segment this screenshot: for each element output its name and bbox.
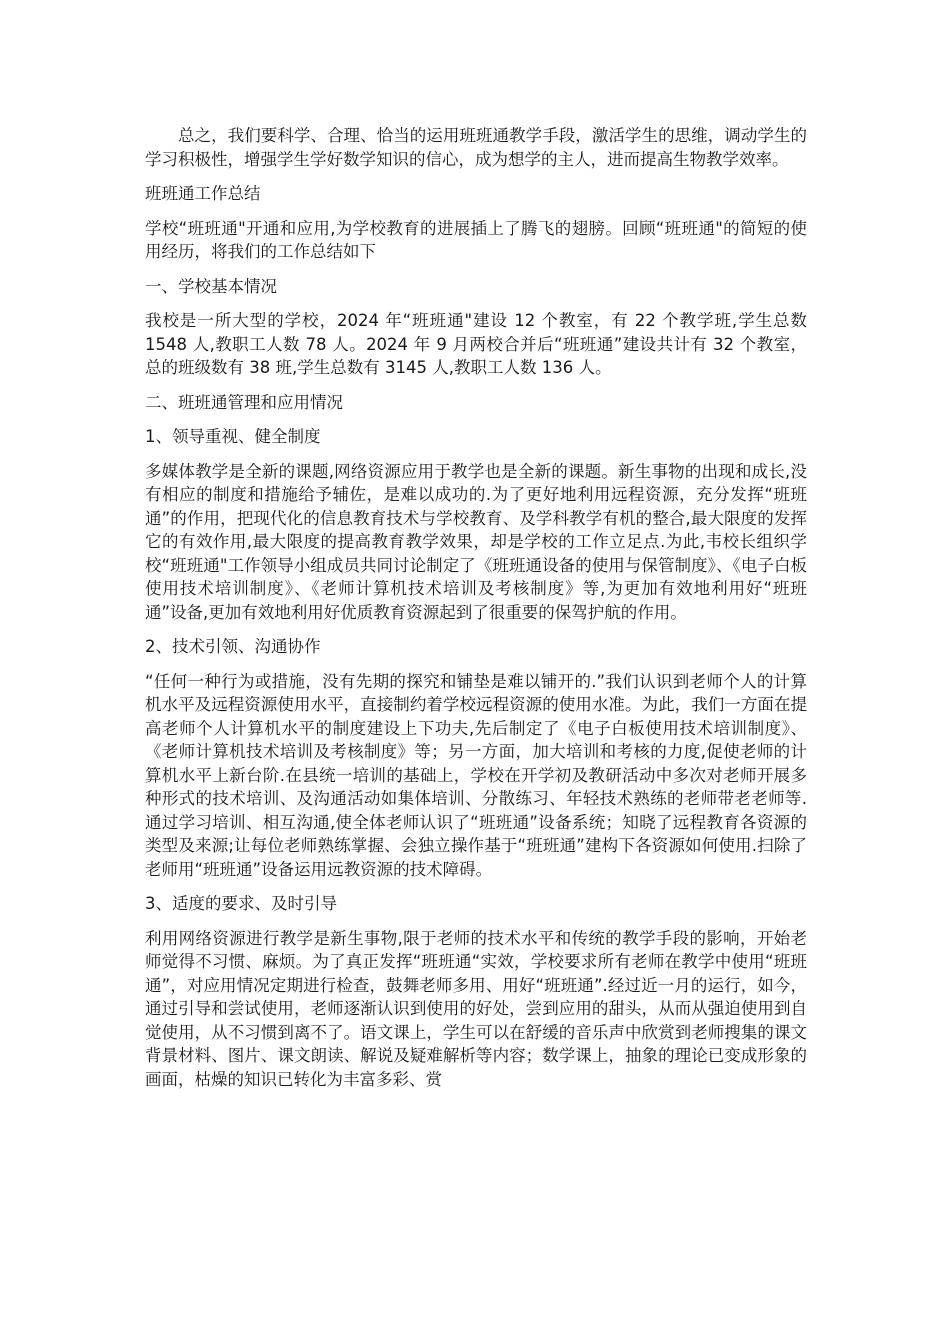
subheading-requirements: 3、适度的要求、及时引导 (145, 894, 337, 913)
heading-school-basics: 一、学校基本情况 (145, 276, 277, 296)
subheading-leadership: 1、领导重视、健全制度 (145, 427, 321, 446)
subheading-technology: 2、技术引领、沟通协作 (145, 637, 321, 656)
paragraph-intro: 学校“班班通"开通和应用,为学校教育的进展插上了腾飞的翅膀。回顾“班班通"的简短的使用经历，将我们的工作总结如下 (145, 218, 807, 261)
heading-management: 二、班班通管理和应用情况 (145, 392, 343, 412)
document-body (145, 124, 807, 1102)
paragraph-technology: “任何一种行为或措施，没有先期的探究和铺垫是难以铺开的.”我们认识到老师个人的计算机水平及远程资源使用水平，直接制约着学校远程资源的使用水准。为此，我们一方面在提高老师个人计算机水平的制度建设上下功夫,先后制定了《电子白板使用技术培训制度》、《老师计算机技术培训及考核制度》等；另一方面，加大培训和考核的力度,促使老师的计算机水平上新台阶.在县统一培训的基础上，学校在开学初及教研活动中多次对老师开展多种形式的技术培训、及沟通活动如集体培训、分散练习、年轻技术熟练的老师带老老师等.通过学习培训、相互沟通,使全体老师认识了“班班通”设备系统；知晓了远程教育各资源的类型及来源;让每位老师熟练掌握、会独立操作基于“班班通”建构下各资源如何使用.扫除了老师用“班班通”设备运用远教资源的技术障碍。 (145, 671, 807, 879)
paragraph-requirements: 利用网络资源进行教学是新生事物,限于老师的技术水平和传统的教学手段的影响，开始老师觉得不习惯、麻烦。为了真正发挥“班班通“实效，学校要求所有老师在教学中使用“班班通”，对应用情况定期进行检查，鼓舞老师多用、用好“班班通”.经过近一月的运行，如今，通过引导和尝试使用，老师逐渐认识到使用的好处，尝到应用的甜头，从而从强迫使用到自觉使用，从不习惯到离不了。语文课上，学生可以在舒缓的音乐声中欣赏到老师搜集的课文背景材料、图片、课文朗读、解说及疑难解析等内容；数学课上，抽象的理论已变成形象的画面，枯燥的知识已转化为丰富多彩、赏 (145, 928, 807, 1089)
section-title: 班班通工作总结 (145, 184, 261, 203)
paragraph-summary: 总之，我们要科学、合理、恰当的运用班班通教学手段，激活学生的思维，调动学生的学习积极性，增强学生学好数学知识的信心，成为想学的主人，进而提高生物教学效率。 (145, 126, 807, 169)
paragraph-school-basics: 我校是一所大型的学校，2024 年“班班通"建设 12 个教室，有 22 个教学班,学生总数 1548 人,教职工人数 78 人。2024 年 9 月两校合并后“班班通”建设共计有 32 个教室，总的班级数有 38 班,学生总数有 3145 人,教职工人数 136 人。 (145, 311, 807, 377)
paragraph-leadership: 多媒体教学是全新的课题,网络资源应用于教学也是全新的课题。新生事物的出现和成长,没有相应的制度和措施给予辅佐，是难以成功的.为了更好地利用远程资源，充分发挥“班班通”的作用，把现代化的信息教育技术与学校教育、及学科教学有机的整合,最大限度的发挥它的有效作用,最大限度的提高教育教学效果，却是学校的工作立足点.为此,韦校长组织学校“班班通"工作领导小组成员共同讨论制定了《班班通设备的使用与保管制度》、《电子白板使用技术培训制度》、《老师计算机技术培训及考核制度》等,为更加有效地利用好“班班通”设备,更加有效地利用好优质教育资源起到了很重要的保驾护航的作用。 (145, 461, 807, 622)
